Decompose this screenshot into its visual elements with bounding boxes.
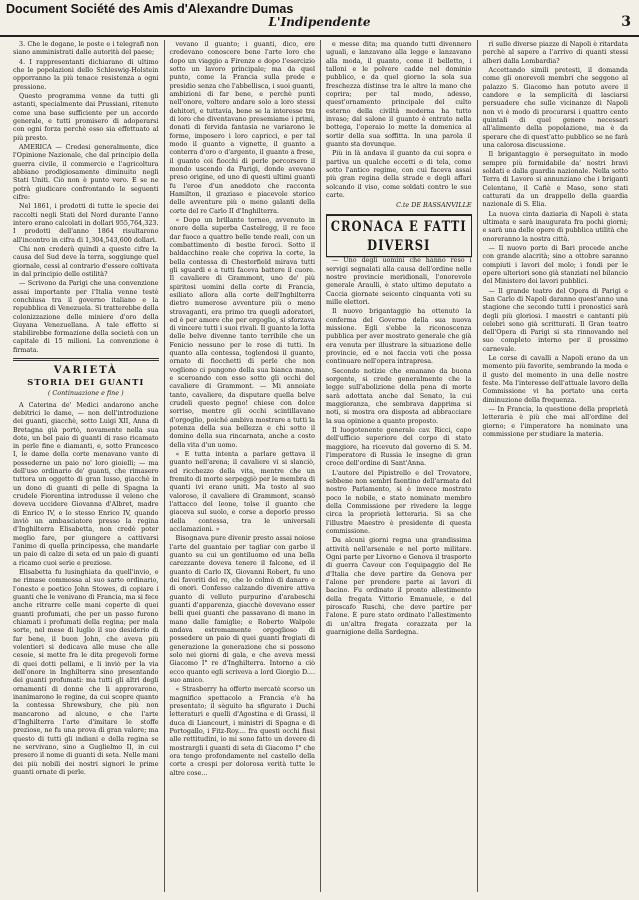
paragraph: rì sulle diverse piazze di Napoli è ritardata perchè al sapere a l'arrivo di quanti stessi alberi dalla Lombardia? — [482, 40, 628, 65]
paragraph: — Il grande teatro del Opera di Parigi e San Carlo di Napoli daranno quest'anno una stagione che secondo tutti i pronostici sarà degli più gloriosi. I maestri e cantanti più celebri sono già scritturati. Il Gran teatro dell'Opera di Parigi si sta rinnovando nel suo completo interno per il prossimo carnevale. — [482, 286, 628, 353]
paragraph: Bisognava pure divenir presto assai noiose l'arte del guantaio per tagliar con garbo il guanto su cui un gentiluomo ed una bella carezzante doveva tenere il falcone, ed il guanto di Carlo IX, Giovanni Robert, fu uno dei favoriti del re, che lo colmò di danaro e di onori. Confesso calzando divenire attiva guanto di velluto purpurino d'arabeschi guanti d'apparenza, giacchè dovevano esser belli quei guanti che passavano di mano in mano dalle famiglie; e Roberto Walpole andava estremamente orgoglioso di possedere un paio di quei guanti fregiati di generazione la generazione che si possono solo nei giorni di gala, e che aveva messi Giacomo I° re d'Inghilterra. Intorno a ciò ecco quanto egli scriveva a lord Giorgio D.... suo amico. — [169, 534, 315, 684]
paragraph: 4. I rappresentanti dichiarano di ultimo che le popolazioni dello Schleswig-Holstein opporranno la più tenace resistenza a ogni pressione. — [13, 57, 159, 91]
paragraph: Nel 1861, i prodotti di tutte le specie dei raccolti negli Stati del Nord durante l'anno intero erano calcolati in dollari 955,764,323. I prodotti dell'anno 1864 risultarono all'incontro in cifra di 1,304,543,600 dollari. — [13, 202, 159, 244]
section-divider — [13, 358, 159, 361]
paragraph: Accettando simili pretesti, il domanda come gli onorevoli membri che seggono al palazzo S. Giacomo han potuto avere il candore e la semplicità di lasciarsi persuadere che sulle vicinanze di Napoli non vi è modo di procurarsi i quattro cento quintali di quel genere necessari all'alimento della popolazione, ma è da sperare che di quest'atto pubblico se ne farà una calorosa discussione. — [482, 65, 628, 149]
paragraph: — In Francia, la questione della proprietà letteraria è più che mai all'ordine del giorno; e l'imperatore ha nominato una commissione per studiare la materia. — [482, 405, 628, 439]
page-number: 3 — [621, 14, 631, 30]
column-1 — [8, 40, 165, 892]
paragraph: Il luogotenente generale cav. Ricci, capo dell'ufficio superiore del corpo di stato maggiore, ha ricevuto dal governo di S. M. l'imperatore di Russia le insegne di gran croce dell'ordine di Sant'Anna. — [326, 426, 472, 468]
paragraph: Da alcuni giorni regna una grandissima attività nell'arsenale e nel porto militare. Ogni parte per Livorno e Genova il trasporto di guerra Cavour con l'equipaggio del Re d'Italia che deve partire da Genova per l'alone per prendere parte ai lavori di bacino. Fu ordinato il pronto allestimento della fregata Vittorio Emanuele, e del piroscafo Ruschi, che deve partire per l'alone. È pure stato ordinato l'allestimento di un'altra fregata corazzata per la guarnigione della Sardegna. — [326, 536, 472, 636]
paragraph: Le corse di cavalli a Napoli erano da un momento più favorite, sembrando la moda e il gusto del momento in una delle nostre feste. Ma l'interesse dell'attuale lavoro della Commissione vi ha portato una certa diminuzione della frequenza. — [482, 354, 628, 404]
document-watermark: Document Société des Amis d'Alexandre Dumas — [6, 2, 294, 16]
section-subheading: STORIA DEI GUANTI — [27, 378, 145, 389]
paragraph: « E tutta intenta a parlare gettava il guanto nell'arena; il cavaliere vi si slanciò, ed ricchezzo della vita, mentre che un fremito di morte serpeggiò per le membra di quanti ivi erano uniti. Ma tosto al suo valoroso, il cavaliere di Grammont, scansò l'attacco del leone, tolse il guanto che giaceva sul suolo, e corse a deporlo presso della contessa, tra le universali acclamazioni. » — [169, 450, 315, 534]
section-note: ( Continuazione e fine ) — [47, 389, 124, 398]
paragraph: L'autore del Pipistrello e del Trovatore, sebbene non sembri faentino dell'armata del nostro Parlamento, si è invece mostrato poco le nobile, e stato nominato membro della Commissione per rivedere la legge circa la proprietà letteraria. Si sa che l'illustre Maestro è presidente di questa commissione. — [326, 468, 472, 535]
column-3 — [321, 40, 478, 892]
section-heading: VARIETÀ — [53, 365, 118, 377]
paragraph: — Il nuovo porto di Bari procede anche con grande alacrità; sino a ottobre saranno compiuti i lavori del molo; i fondi per le opere ulteriori sono già stanziati nel bilancio del Ministero dei lavori pubblici. — [482, 243, 628, 286]
paragraph: — Scrivono da Parigi che una convenzione assai importante per l'Italia venne testè conchiusa tra il governo italiano e la repubblica di Venezuela. Si tratterebbe della colonizzazione delle miniere d'oro della Guyana Venezuellana. A tale effetto si stabilirebbe formazione della società con un capitale di 15 milioni. La convenzione è firmata. — [13, 279, 159, 354]
paragraph: Secondo notizie che emanano da buona sorgente, si crede generalmente che la legge sull'abolizione della pena di morte sarà adottata anche dal Senato, la cui maggioranza, che sembrava dapprima si noti, si mostra ora disposta ad abbracciare la sua opinione a quanto proposto. — [326, 366, 472, 425]
paragraph: Elisabetta fu lusinghiata da quell'invio, e ne rimase commossa al suo sarto ordinario, l'onesto e poetico John Stowes, di copiare i guanti che le venivano di Francia, ma si fece anche ritrarre celle mani coperte di quei guanti profumati, che per un passo furono chiamati i profumati della regina; per mala sorte, nel mese di luglio il suo desiderio di far bene, il buon John, che aveva più volentieri si dedicava alle muse che alle cesoie, si mette fra le dita pregevoli forme di quei dotti pellami, e li inviò per la via dell'onore in Inghilterra sino presentando dei guanti profumati: ma tutti gli altri degli ornamenti di donne che li approvarono, inanimarono le regine, da cui scopre quanto la contessa Shrewsbury, che più non mancarono ad alcuno, e che l'arte d'Inghilterra l'arte d'imitare le stoffe preziose, ne fu una prova di gran valore; ma questo di tutti gli indiani e della regina se ne servivano, sino a Guglielmo II, in cui presero il nome di guanti di seta. Nelle mani dei più nobili dei nostri signori le prime guanti ornate di perle. — [13, 568, 159, 776]
paragraph: AMERICA — Credesi generalmente, dice l'Opinione Nazionale, che dal principio della guerra civile, il commercio e l'agricoltura abbiano prodigiosamente diminuito negli Stati Uniti. Ciò non è punto vero. E se ne potrà giudicare confrontando le seguenti cifre: — [13, 142, 159, 201]
paragraph: Il nuovo brigantaggio ha ottenuto la conferma del Governo della sua nuova missione. Egli s'ebbe la riconoscenza pubblica per aver mostrato generale che già era venuta per illustrare la situazione delle provincie, ed e noi faccia voti che possa continuare nell'opera intrapresa. — [326, 307, 472, 366]
paragraph: 3. Che le dogane, le poste e i telegrafi non siano amministrati dalle autorità del paese; — [13, 40, 159, 57]
paragraph: Chi non crederà quindi a queste cifre la causa del Sud deve la terra, soggiunge quel giornale, cessi al contrario d'essere coltivata in dal principio delle ostilità? — [13, 244, 159, 278]
paragraph: « Strasberry ha offerto mercatè scorso un magnifico spettacolo a Francia e'è ha presentato; il sèguito ha sfigurato i Duchi letteraturi e quelli d'Agostina e di Grassi, il duca di Liancourt, i ministri di Spagna e di Portogallo, i Fitz-Roy.... fra questi occhi fissi alle rettitudini, io mi sono fatto un dovere di mostrargli i guanti di seta di Giacomo I° che ora tengo profondamente nel castello della corte a crespi per dolorosa verità tutte le altre cose... — [169, 685, 315, 777]
paragraph: Più in là andava il guanto da cui sopra e partiva un qualche eccetti o di tela, come sotto l'antico regime, con cui faceva assai più gran regina della strade e degli affari solcando il viso, come soldati contro le sue carte. — [326, 149, 472, 199]
newspaper-masthead — [0, 15, 639, 37]
paragraph: vevano il guanto; i guanti, dico, ere credevano conoscere bene l'arte loro che dopo un viaggio a Firenze e dopo l'esercizio sotto un lavoro principale; ma da quel punto, come la Francia sulla prede e presidio senza che l'abbellisca, i suoi guanti, ambizioni di far bene, e perchè punti nell'onore, voltero andare solo a loro stessi dehitori, e tuttavia, bene se la interesse tra di loro che diventavano presemiame i primi, donati di fervida fantasia ne variarono le forme, imposero i loro capricci, e per tal modo il guanto a vignette, il guanto a conterra d'oro o d'argento, il guanto a frese, il guanto coi fiocchi di perle percorsero il mondo uscendo da Parigi, donde avevano preso origine, ed uno di questi ultimi guanti fu l'eroe d'un aneddoto che racconta Hamilton, il graziaso e piacevole storico delle avventure più o meno galanti della corte del re Carlo II d'Inghilterra. — [169, 40, 315, 215]
column-2 — [165, 40, 322, 892]
paragraph: « Dopo un brillante torneo, avvenuto in onore della superba Castelregg, il re fece dar fuoco a quattro belle tende reali, con un combattimento di bestie feroci. Sotto il baldacchino reale che copriva la corte, la bella contessa di Chesterfield mirava tutti gli sguardi e a tutti faceva battere il cuore. Il cavaliere di Grammont, uno de' più spiritosi uomini della corte di Francia, esiliato allora alla corte dell'Inghilterra dietro numerose avventure più o meno stravaganti, era primo tra quegli adoratori, ed è per amore che per orgoglio, si sforzava di vincere tutti i suoi rivali. Il guanto la lotta delle belve divenne tanto terribile che un Fenicio nessuno per le rose di tutti. In quanto alla contessa, toglendosi il guanto, ornato di fiocchetti di perle che non vogliono ci pungono della sua bianca mano, e sceroando con esso sotto gli occhi del cavaliere di Grammont. — Mi annoiate tanto, cavaliere, da disputare quella belve crudeli questo pegno! chiese con dolce sorriso, mentre gli occhi scintillavano d'orgoglio, poiché ambiva mostrare a tutti la potenza della sua bellezza e chi sotto il domino della sua rincarnata, anche a costo della vita d'un uomo. — [169, 215, 315, 449]
paragraph: La nuova cinta daziaria di Napoli è stata ultimata e sarà inaugurata fra pochi giorni; e sarà una delle opere di pubblica utilità che onoreranno la nostra città. — [482, 209, 628, 243]
paragraph: Questo programma venne da tutti gli astanti, specialmente dai Prussiani, ritenuto come una base sufficiente per un accordo generale, e tutti promisero di adoperarsi con ogni forza perchè esso sia effettuato al più presto. — [13, 91, 159, 142]
paragraph: A Caterina de' Medici andarono anche debitrici le dame, — non dell'introduzione dei guanti, giacchè, sotto Luigi XII, Anna di Bretagna già portò, novamente nella sua dote, un bel paio di guanti di raso ricamato in perle fine e diamanti, e, sotto Francesco I, le dame della corte menavano vanto di possederne un paio no' loro gioielli; — ma dell'uso ordinario de' guanti, che rimasero tuttora un oggetto di gran lusso, giacchè in un dono di guanti di pelle di Spagna la crudele Fiorentina introdusse il veleno che doveva uccidere Giovanna d'Albret, madre di Enrico IV, e lo stesso Enrico IV, quando inviò un ambasciatore presso la regina d'Inghilterra Elisabetta, non credè poter meglio fare, per giungere a cattivarsi l'animo di quella principessa, che mandarle un paio di calze di seta ed un paio di guanti a ricamo cuoi serie e preziose. — [13, 400, 159, 567]
cronaca-heading: CRONACA E FATTI DIVERSI — [326, 214, 472, 256]
paragraph: e messe dita; ma quando tutti divennero uguali, e lanzavano alla legge e lanzavano alla moda, il guanto, come il belletto, i talloni e le polvere cadde nel dominio pubblico, e da quel giorno la sola sua freschezza distinse tra le altre la mano che coprira; per tal modo, adesso, quest'ornamento principale del culto esterno della civiltà moderna ha tutto invaso; dal salone il guanto è entrato nella bottega, l'operaio lo mette la domenica al sortir della sua soffitta. In una parola il guanto sta dovunque. — [326, 40, 472, 148]
newspaper-title: L'Indipendente — [268, 15, 371, 29]
paragraph: Il brigantaggio è perseguitato in modo sempre più formidabile da' nostri bravi soldati e dalla guardia nazionale. Nella sotto Terra di Lavoro si annunziano che i briganti Celentano, il Cafiè e Maso, sono stati catturati da un drappello della guardia nazionale di S. Elia. — [482, 150, 628, 209]
article-signature: C.te DE BASSANVILLE — [396, 201, 472, 210]
paragraph: — Uno degli uomini che hanno reso i servigi segnalati alla causa dell'ordine nelle nostre provincie meridionali, l'onorevole generale Araulli, è stato ultimo deputato a Caccia giornate seicento cinquanta voti su mille elettori. — [326, 256, 472, 307]
article-columns — [8, 40, 633, 892]
column-4 — [478, 40, 634, 892]
